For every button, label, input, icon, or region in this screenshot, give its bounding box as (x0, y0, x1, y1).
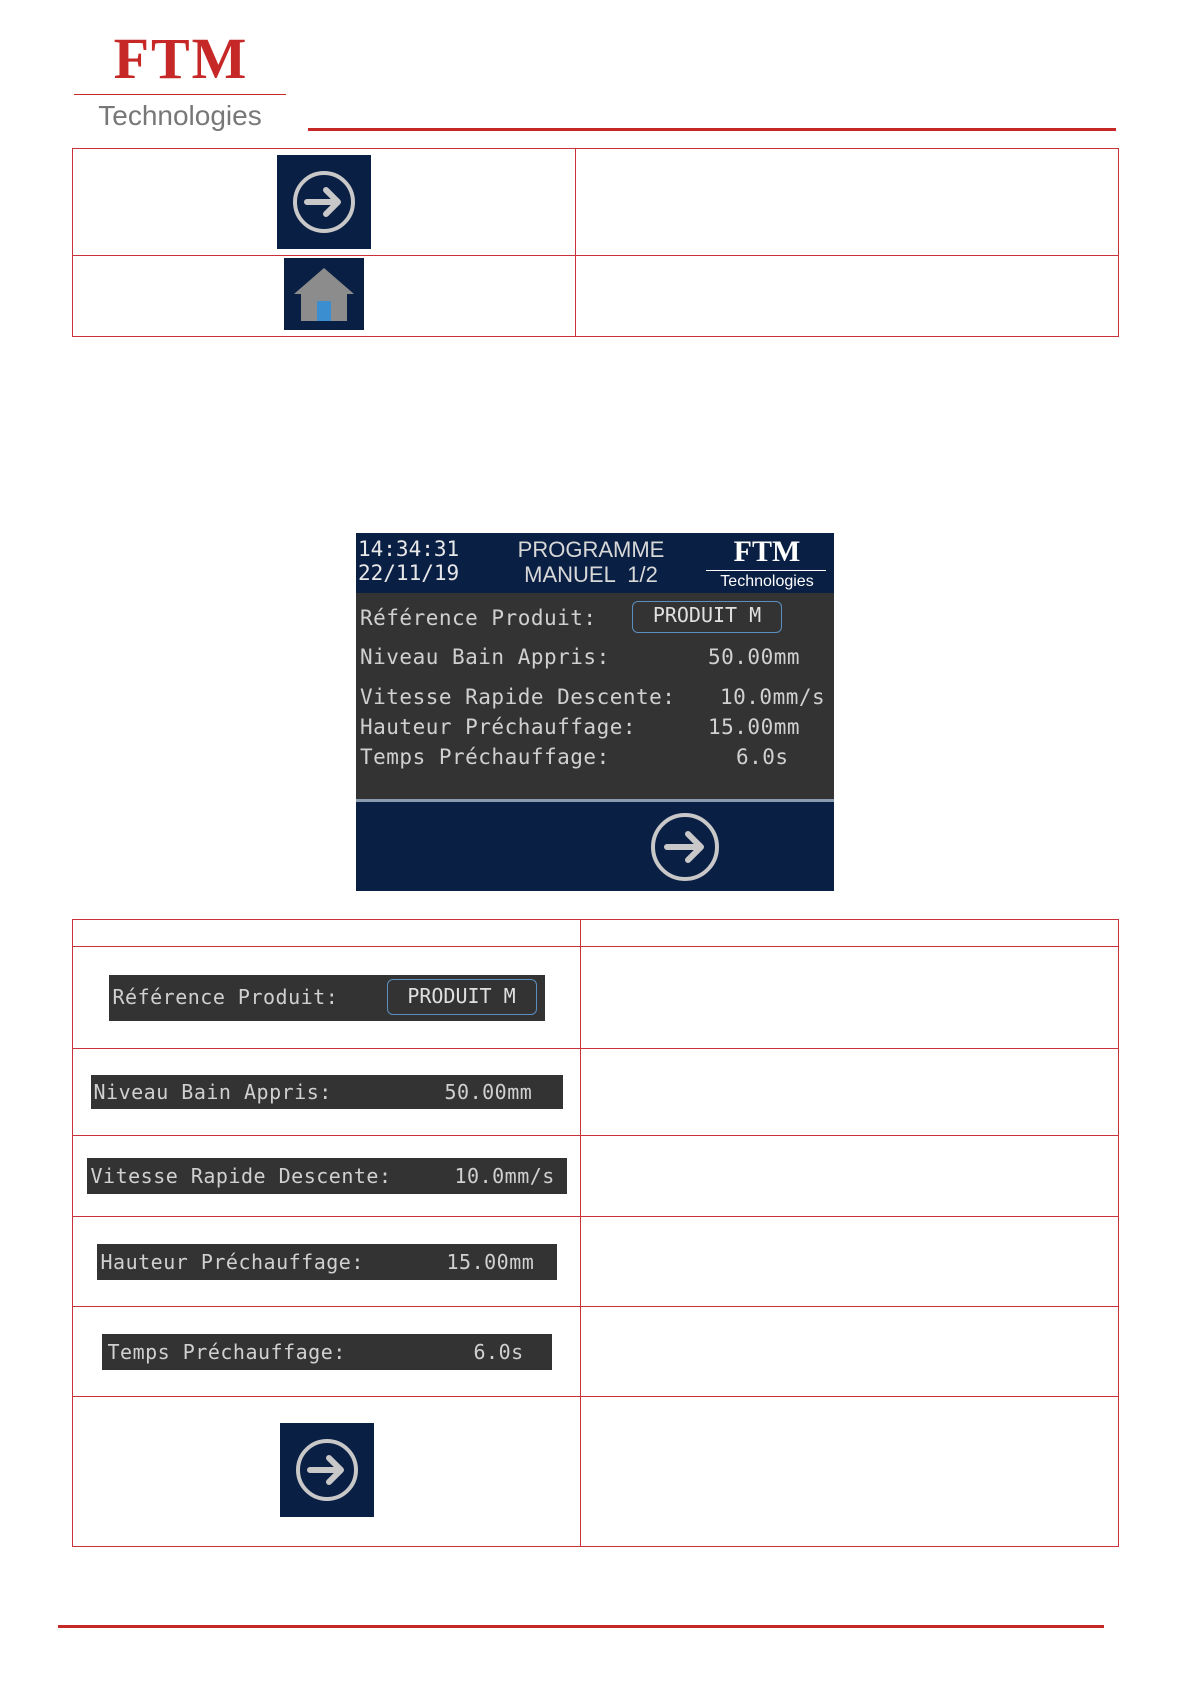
strip-hauteur-label: Hauteur Préchauffage: (100, 1249, 364, 1274)
header-rule (308, 128, 1116, 131)
vitesse-strip-cell (73, 1136, 581, 1217)
description-cell (576, 256, 1119, 337)
logo-brand: FTM (113, 26, 249, 91)
hmi-title-line2: MANUEL 1/2 (524, 562, 658, 587)
strip-vitesse-label: Vitesse Rapide Descente: (90, 1164, 392, 1188)
table-row (73, 1397, 1119, 1547)
niveau-value[interactable]: 50.00mm (708, 645, 801, 669)
logo-divider (74, 94, 286, 95)
logo-subtitle: Technologies (98, 100, 262, 131)
vitesse-value[interactable]: 10.0mm/s (720, 685, 826, 709)
temps-strip-cell (73, 1307, 581, 1397)
niveau-label: Niveau Bain Appris: (360, 645, 610, 669)
strip-vitesse-value: 10.0mm/s (454, 1164, 555, 1188)
description-cell (581, 1049, 1119, 1136)
hmi-logo-subtitle: Technologies (720, 573, 814, 590)
hauteur-value[interactable]: 15.00mm (708, 715, 801, 739)
hmi-date: 22/11/19 (358, 561, 460, 585)
arrow-right-circle-icon[interactable] (277, 155, 371, 249)
header-cell-left (73, 920, 581, 947)
niveau-strip-cell (73, 1049, 581, 1136)
strip-reference-value: PRODUIT M (387, 979, 537, 1015)
hmi-logo-brand: FTM (733, 535, 801, 568)
table-row (73, 1049, 1119, 1136)
vitesse-label: Vitesse Rapide Descente: (360, 685, 676, 709)
bottom-parameters-table (72, 919, 1119, 1547)
description-cell (581, 1307, 1119, 1397)
hmi-logo-divider (706, 570, 826, 571)
strip-temps-value: 6.0s (473, 1339, 524, 1364)
hmi-bottom-bar (356, 802, 834, 891)
hmi-parameters-panel (356, 593, 834, 799)
icon-cell (73, 1397, 581, 1547)
strip-niveau-label: Niveau Bain Appris: (93, 1080, 332, 1104)
hmi-clock (358, 537, 459, 585)
reference-product-field[interactable]: PRODUIT M (632, 601, 782, 633)
table-row (73, 149, 1119, 256)
header-cell-right (581, 920, 1119, 947)
strip-niveau-value: 50.00mm (444, 1080, 533, 1104)
reference-strip-cell (73, 947, 581, 1049)
hmi-screen-manual-program (356, 533, 834, 891)
arrow-right-circle-icon[interactable] (650, 812, 720, 882)
hmi-top-bar (356, 533, 834, 593)
table-header-row (73, 920, 1119, 947)
strip-temps-label: Temps Préchauffage: (107, 1339, 346, 1364)
strip-reference-label: Référence Produit: (112, 984, 339, 1009)
description-cell (581, 1136, 1119, 1217)
table-row (73, 1217, 1119, 1307)
description-cell (581, 1397, 1119, 1547)
icon-cell (73, 256, 576, 337)
strip-hauteur-value: 15.00mm (446, 1249, 535, 1274)
table-row (73, 947, 1119, 1049)
temps-value[interactable]: 6.0s (736, 745, 789, 769)
description-cell (581, 947, 1119, 1049)
hmi-title-line1: PROGRAMME (517, 537, 665, 562)
hauteur-strip-cell (73, 1217, 581, 1307)
reference-strip (109, 975, 545, 1021)
hauteur-strip (97, 1244, 557, 1280)
home-icon[interactable] (284, 258, 364, 330)
footer-rule (58, 1625, 1104, 1628)
hmi-page-title (506, 537, 676, 587)
reference-label: Référence Produit: (360, 606, 597, 630)
arrow-right-circle-icon[interactable] (280, 1423, 374, 1517)
icon-cell (73, 149, 576, 256)
temps-strip (102, 1334, 552, 1370)
hmi-time: 14:34:31 (358, 537, 460, 561)
description-cell (581, 1217, 1119, 1307)
temps-label: Temps Préchauffage: (360, 745, 610, 769)
table-row (73, 1136, 1119, 1217)
hauteur-label: Hauteur Préchauffage: (360, 715, 637, 739)
vitesse-strip (87, 1158, 567, 1194)
table-row (73, 1307, 1119, 1397)
top-icon-table (72, 148, 1119, 337)
description-cell (576, 149, 1119, 256)
niveau-strip (91, 1075, 563, 1109)
table-row (73, 256, 1119, 337)
